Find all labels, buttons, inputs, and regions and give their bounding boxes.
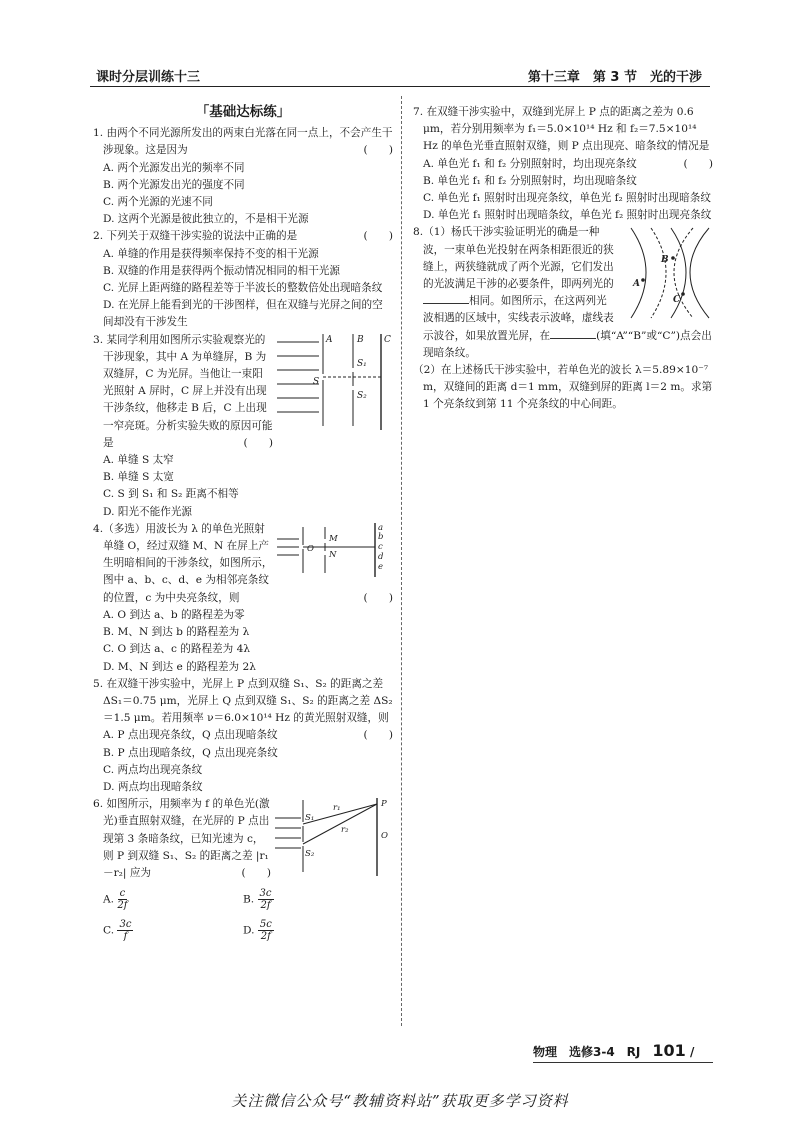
q6-option-a: A. $\frac{c}{2f}$: [103, 888, 128, 912]
q4-option-b: B. M、N 到达 b 的路程差为 λ: [103, 626, 250, 639]
label-S1: S₁: [305, 813, 315, 824]
footer-rule: [533, 1062, 713, 1063]
q8-figure: [621, 224, 713, 320]
q6-option-b: B. $\frac{3c}{2f}$: [243, 888, 272, 912]
label-S: S: [313, 376, 320, 387]
q4-stem: 4.（多选）用波长为 λ 的单色光照射单缝 O，经过双缝 M、N 在屏上产生明暗相间的干涉条纹，如图所示，图中 a、b、c、d、e 为相邻亮条纹的位置，c 为中央亮条纹，则: [93, 522, 273, 604]
header-right: 第十三章 第 3 节 光的干涉: [527, 70, 702, 85]
q3-figure: [277, 330, 393, 440]
q4-figure: [277, 521, 393, 579]
q8-part1-b: 相同。如图所示，在这两列光波相遇的区域中，实线表示波峰，虚线表示波谷，如果放置光屏，在: [423, 295, 614, 342]
q1-option-b: B. 两个光源发出光的强度不同: [103, 178, 245, 191]
q8-part1-a: 8.（1）杨氏干涉实验证明光的确是一种波，一束单色光投射在两条相距很近的狭缝上，两狭缝就成了两个光源，它们发出的光波满足干涉的必要条件，即两列光的: [413, 226, 614, 291]
q6-stem: 6. 如图所示，用频率为 f 的单色光(激光)垂直照射双缝，在光屏的 P 点出现第 3 条暗条纹，已知光速为 c，则 P 到双缝 S₁、S₂ 的距离之差 |r₁－r₂| 应为: [93, 798, 270, 879]
answer-paren: ( ): [363, 144, 393, 157]
page-number: 101: [652, 1041, 686, 1060]
question-5: [93, 676, 393, 796]
q5-option-c: C. 两点均出现亮条纹: [103, 763, 203, 776]
q1-option-a: A. 两个光源发出光的频率不同: [103, 161, 245, 174]
question-3: [93, 332, 393, 521]
q3-option-b: B. 单缝 S 太宽: [103, 471, 174, 484]
q2-option-a: A. 单缝的作用是获得频率保持不变的相干光源: [103, 247, 319, 260]
left-column: [93, 104, 393, 942]
q3-option-c: C. S 到 S₁ 和 S₂ 距离不相等: [103, 488, 239, 501]
answer-paren: ( ): [363, 729, 393, 742]
label-B: B: [357, 334, 364, 345]
question-1: [93, 125, 393, 228]
answer-paren: ( ): [363, 591, 393, 604]
answer-paren: ( ): [241, 866, 271, 879]
header-rule: [90, 86, 710, 87]
label-S2: S₂: [357, 390, 367, 401]
answer-paren: ( ): [683, 157, 713, 170]
question-4: [93, 521, 393, 676]
q1-stem: 1. 由两个不同光源所发出的两束白光落在同一点上，不会产生干涉现象。这是因为: [93, 127, 393, 157]
question-6: [93, 796, 393, 942]
q4-option-c: C. O 到达 a、c 的路程差为 4λ: [103, 643, 251, 656]
label-r2: r₂: [341, 825, 349, 836]
label-C: C: [673, 295, 681, 306]
q1-option-c: C. 两个光源的光速不同: [103, 196, 213, 209]
q3-option-a: A. 单缝 S 太窄: [103, 454, 174, 467]
question-2: [93, 228, 393, 331]
label-B: B: [661, 255, 669, 266]
label-A: A: [633, 279, 640, 290]
label-C: C: [384, 334, 391, 345]
right-column: [413, 104, 713, 414]
label-b: b: [378, 531, 384, 542]
q4-option-d: D. M、N 到达 e 的路程差为 2λ: [103, 660, 256, 673]
answer-paren: ( ): [363, 230, 393, 243]
q7-option-a: A. 单色光 f₁ 和 f₂ 分别照射时，均出现亮条纹: [423, 157, 637, 170]
q7-option-b: B. 单色光 f₁ 和 f₂ 分别照射时，均出现暗条纹: [423, 174, 637, 187]
fill-blank-1[interactable]: [423, 293, 469, 304]
q7-option-c: C. 单色光 f₁ 照射时出现亮条纹，单色光 f₂ 照射时出现暗条纹: [423, 192, 711, 205]
footer-label: 物理 选修3-4 RJ 101 /: [533, 1041, 695, 1060]
q5-option-a: A. P 点出现亮条纹，Q 点出现暗条纹: [103, 729, 278, 742]
label-a: a: [378, 522, 384, 533]
bottom-promo-note: 关注微信公众号“教辅资料站”获取更多学习资料: [231, 1092, 569, 1110]
label-r1: r₁: [333, 803, 341, 814]
label-S2: S₂: [305, 849, 315, 860]
section-title: 「基础达标练」: [195, 104, 291, 120]
label-N: N: [329, 549, 337, 560]
q8-part1-c: (填“A”“B”或“C”)点会出现暗条纹。: [423, 329, 712, 359]
q6-option-d: D. $\frac{5c}{2f}$: [243, 919, 272, 943]
column-divider: [401, 96, 402, 1026]
q2-option-d: D. 在光屏上能看到光的干涉图样，但在双缝与光屏之间的空间却没有干涉发生: [103, 299, 383, 329]
fill-blank-2[interactable]: [550, 328, 596, 339]
label-O: O: [381, 831, 388, 842]
label-M: M: [329, 533, 338, 544]
q5-option-d: D. 两点均出现暗条纹: [103, 780, 203, 793]
q4-option-a: A. O 到达 a、b 的路程差为零: [103, 608, 245, 621]
q2-option-b: B. 双缝的作用是获得两个振动情况相同的相干光源: [103, 264, 340, 277]
label-S1: S₁: [357, 358, 367, 369]
q3-option-d: D. 阳光不能作光源: [103, 505, 193, 518]
q7-stem: 7. 在双缝干涉实验中，双缝到光屏上 P 点的距离之差为 0.6 μm，若分别用频率为 f₁＝5.0×10¹⁴ Hz 和 f₂＝7.5×10¹⁴ Hz 的单色光垂直照射双缝，则 P 点出现亮、暗条纹的情况是: [413, 106, 710, 153]
question-8: [413, 224, 713, 413]
label-d: d: [378, 551, 384, 562]
q6-option-c: C. $\frac{3c}{f}$: [103, 919, 132, 943]
q3-stem: 3. 某同学利用如图所示实验观察光的干涉现象，其中 A 为单缝屏，B 为双缝屏，C 为光屏。当他让一束阳光照射 A 屏时，C 屏上并没有出现干涉条纹，他移走 B 后，C 上出现一窄亮斑。分析实验失败的原因可能是: [93, 333, 273, 449]
answer-paren: ( ): [243, 436, 273, 449]
header-left: 课时分层训练十三: [96, 70, 201, 85]
q7-option-d: D. 单色光 f₁ 照射时出现暗条纹，单色光 f₂ 照射时出现亮条纹: [423, 209, 712, 222]
q1-option-d: D. 这两个光源是彼此独立的，不是相干光源: [103, 213, 309, 226]
label-A: A: [326, 334, 333, 345]
label-P: P: [381, 799, 387, 810]
q2-option-c: C. 光屏上距两缝的路程差等于半波长的整数倍处出现暗条纹: [103, 282, 383, 295]
q6-figure: [275, 796, 393, 878]
q5-stem: 5. 在双缝干涉实验中，光屏上 P 点到双缝 S₁、S₂ 的距离之差 ΔS₁＝0.75 μm，光屏上 Q 点到双缝 S₁、S₂ 的距离之差 ΔS₂＝1.5 μm。若用频率 ν＝6.0×10¹⁴ Hz 的黄光照射双缝，则: [93, 677, 393, 725]
label-O: O: [307, 543, 314, 554]
q8-part2: （2）在上述杨氏干涉实验中，若单色光的波长 λ＝5.89×10⁻⁷ m，双缝间的距离 d＝1 mm，双缝到屏的距离 l＝2 m。求第 1 个亮条纹到第 11 个亮条纹的中心间距。: [413, 364, 713, 411]
question-7: [413, 104, 713, 224]
label-e: e: [378, 561, 384, 572]
q2-stem: 2. 下列关于双缝干涉实验的说法中正确的是: [93, 230, 298, 243]
label-c: c: [378, 541, 383, 552]
q5-option-b: B. P 点出现暗条纹，Q 点出现亮条纹: [103, 746, 278, 759]
